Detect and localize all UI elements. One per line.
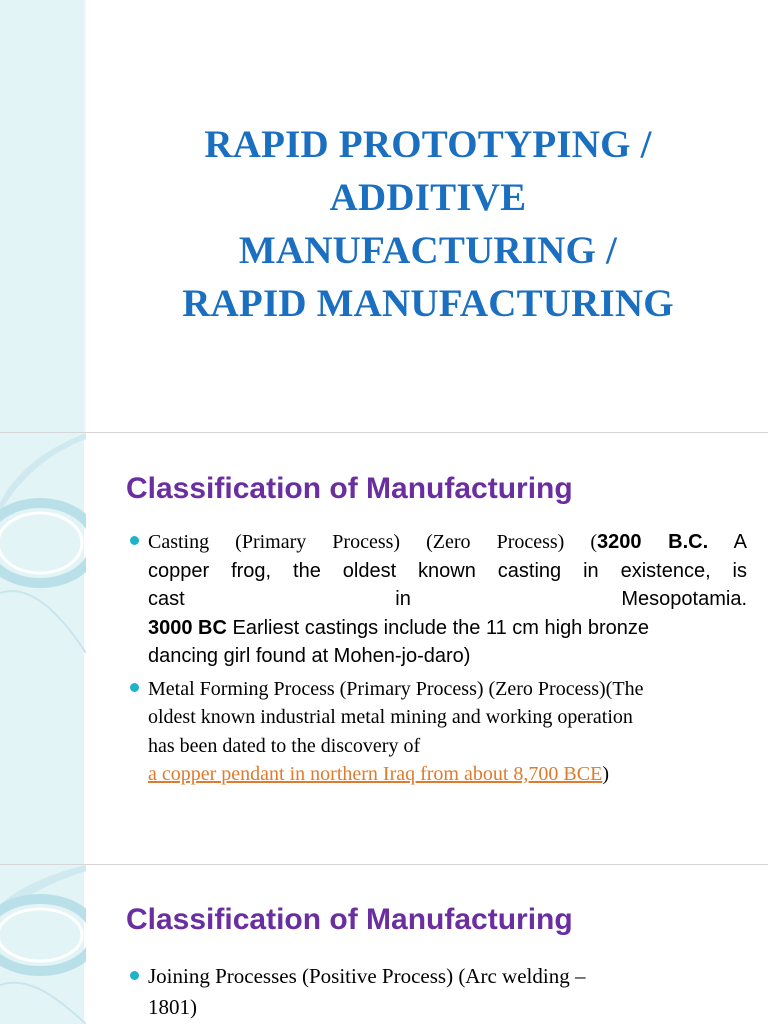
- bullet-dot-icon: [130, 971, 139, 980]
- bullet-line: [148, 614, 747, 643]
- section-heading: Classification of Manufacturing: [126, 903, 573, 936]
- bullet-line: 1801): [148, 995, 197, 1019]
- bullet-line: [148, 528, 747, 557]
- list-item: [130, 961, 747, 1023]
- bullet-line: [148, 760, 747, 789]
- title-line-4: RAPID MANUFACTURING: [182, 282, 674, 325]
- bold-date: 3000 BC: [148, 616, 227, 639]
- ring-decoration-icon: [0, 433, 86, 663]
- title-line-3: MANUFACTURING /: [238, 229, 618, 272]
- bullet-dot-icon: [130, 536, 139, 545]
- bold-date: 3200 B.C.: [597, 531, 709, 553]
- side-decoration-line: [84, 0, 86, 432]
- bullet-line: dancing girl found at Mohen-jo-daro): [148, 645, 471, 667]
- bullet-line: has been dated to the discovery of: [148, 734, 421, 757]
- copper-pendant-link[interactable]: a copper pendant in northern Iraq from about 8,700 BCE: [148, 763, 603, 785]
- content-slide-1: [0, 433, 768, 864]
- bullet-line: [148, 585, 747, 614]
- text-span: Casting (Primary Process) (Zero Process) (: [148, 531, 598, 553]
- bullet-line: copper frog, the oldest known casting in existence, is: [148, 559, 747, 582]
- bullet-list: [130, 961, 747, 1023]
- content-slide-2: [0, 865, 768, 1024]
- title-line-2: ADDITIVE: [329, 176, 527, 219]
- title-line-1: RAPID PROTOTYPING /: [204, 123, 652, 166]
- text-span: cast: [148, 588, 185, 610]
- list-item: [130, 528, 747, 671]
- bullet-line: oldest known industrial metal mining and working operation: [148, 706, 633, 728]
- bullet-list: [130, 528, 747, 789]
- bullet-dot-icon: [130, 683, 139, 692]
- text-span: in: [395, 588, 411, 610]
- section-heading: Classification of Manufacturing: [126, 472, 573, 505]
- text-span: ): [602, 763, 609, 785]
- title-slide: [0, 0, 768, 432]
- side-decoration-strip: [0, 0, 84, 432]
- slide-title: [100, 118, 756, 330]
- ring-decoration-icon: [0, 865, 86, 1024]
- text-span: Mesopotamia.: [621, 588, 748, 610]
- list-item: [130, 675, 747, 789]
- bullet-line: Joining Processes (Positive Process) (Arc welding –: [148, 964, 586, 988]
- bullet-line: Metal Forming Process (Primary Process) (Zero Process)(The: [148, 677, 644, 700]
- text-span: Earliest castings include the 11 cm high bronze: [226, 616, 650, 639]
- text-span: A: [708, 531, 747, 553]
